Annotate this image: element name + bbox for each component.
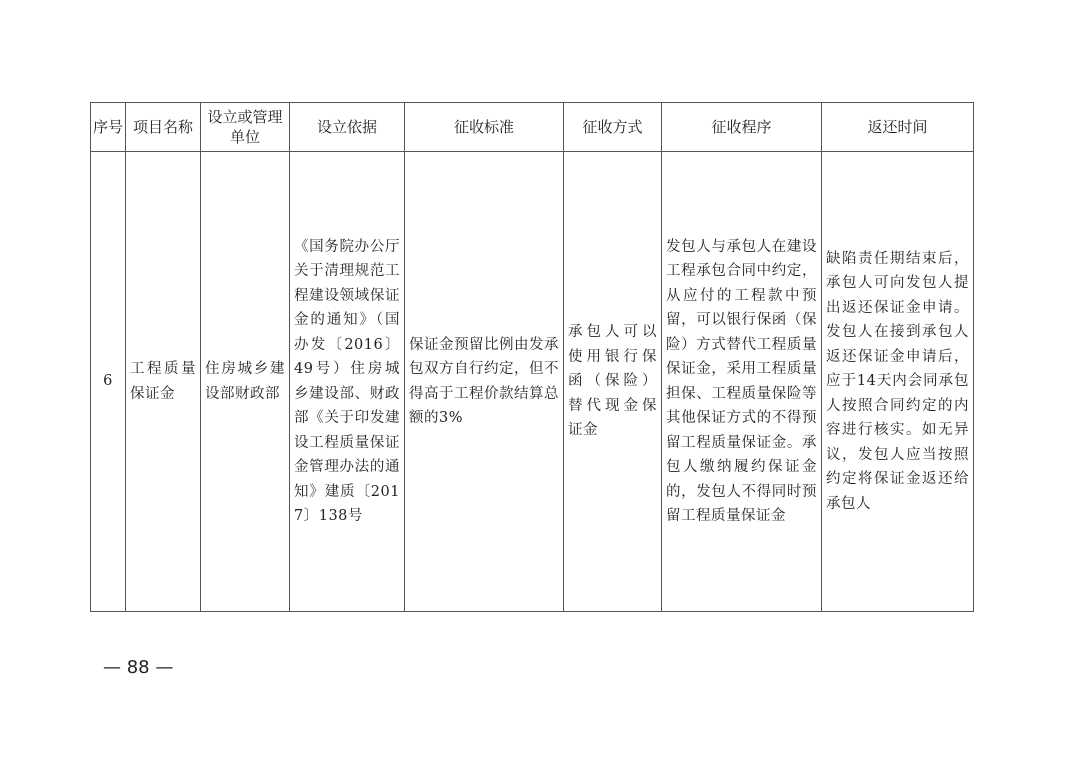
fee-table bbox=[90, 102, 974, 612]
return-time-cell bbox=[822, 152, 974, 612]
collection-procedure: 发包人与承包人在建设工程承包合同中约定，从应付的工程款中预留，可以银行保函（保险）方式替代工程质量保证金，采用工程质量担保、工程质量保险等其他保证方式的不得预留工程质量保证金。承包人缴纳履约保证金的，发包人不得同时预留工程质量保证金 bbox=[666, 238, 817, 524]
table-row bbox=[91, 152, 974, 612]
table-header-row bbox=[91, 103, 974, 152]
row-index: 6 bbox=[103, 373, 113, 390]
header-cell-procedure: 征收程序 bbox=[662, 103, 822, 152]
collection-method: 承包人可以使用银行保函（保险）替代现金保证金 bbox=[568, 324, 657, 439]
page-number: — 88 — bbox=[103, 657, 174, 678]
header-cell-method: 征收方式 bbox=[564, 103, 662, 152]
return-time: 缺陷责任期结束后，承包人可向发包人提出返还保证金申请。发包人在接到承包人返还保证金申请后，应于14天内会同承包人按照合同约定的内容进行核实。如无异议，发包人应当按照约定将保证金返还给承包人 bbox=[826, 250, 969, 512]
procedure-cell bbox=[662, 152, 822, 612]
header-cell-unit: 设立或管理单位 bbox=[201, 103, 290, 152]
header-cell-basis: 设立依据 bbox=[290, 103, 405, 152]
basis-cell bbox=[290, 152, 405, 612]
managing-unit: 住房城乡建设部财政部 bbox=[205, 361, 285, 402]
row-index-cell bbox=[91, 152, 126, 612]
header-cell-project-name: 项目名称 bbox=[126, 103, 201, 152]
header-cell-return-time: 返还时间 bbox=[822, 103, 974, 152]
legal-basis: 《国务院办公厅关于清理规范工程建设领域保证金的通知》（国办发〔2016〕49号）住房城乡建设部、财政部《关于印发建设工程质量保证金管理办法的通知》建质〔2017〕138号 bbox=[294, 238, 400, 524]
project-name: 工程质量保证金 bbox=[130, 361, 196, 402]
project-name-cell bbox=[126, 152, 201, 612]
standard-cell bbox=[405, 152, 564, 612]
unit-cell bbox=[201, 152, 290, 612]
header-cell-standard: 征收标准 bbox=[405, 103, 564, 152]
header-cell-index: 序号 bbox=[91, 103, 126, 152]
collection-standard: 保证金预留比例由发承包双方自行约定，但不得高于工程价款结算总额的3% bbox=[409, 336, 559, 426]
method-cell bbox=[564, 152, 662, 612]
